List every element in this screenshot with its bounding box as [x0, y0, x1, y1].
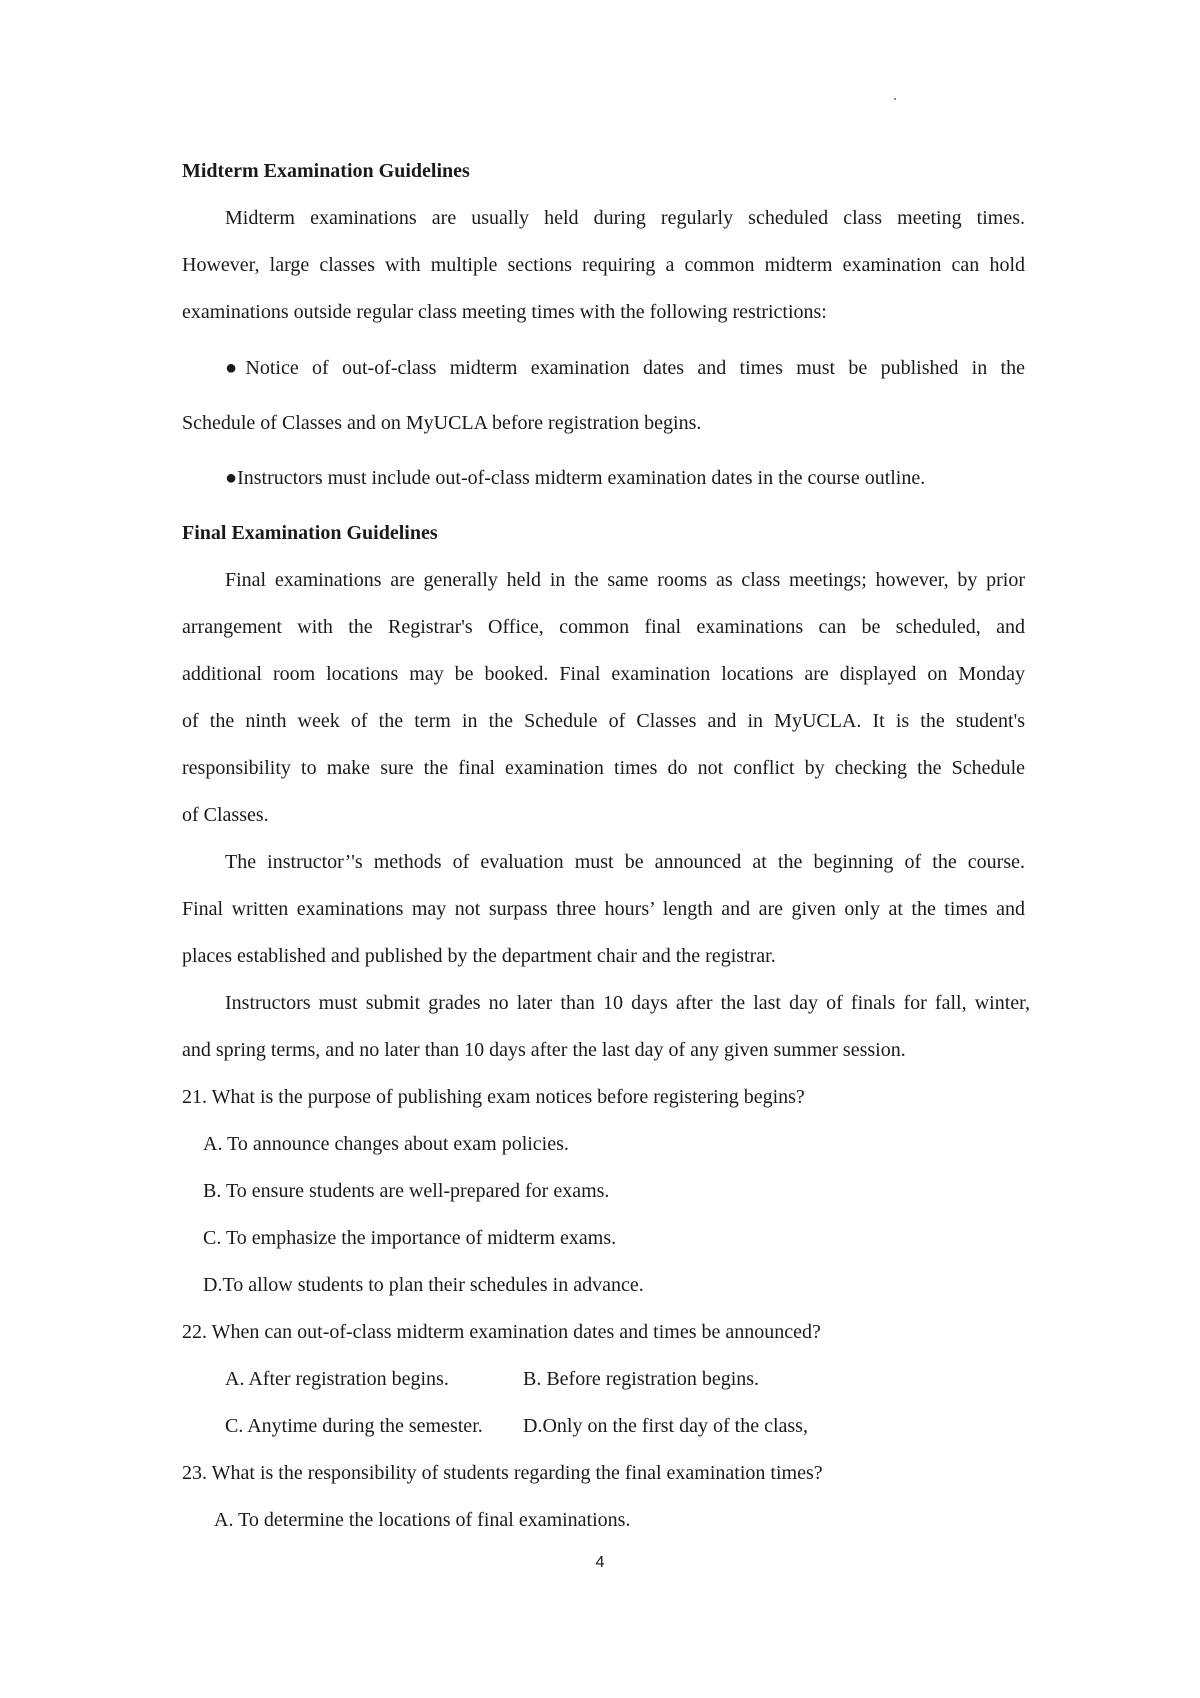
final-p2-line2: Final written examinations may not surpass three hours’ length and are given only at the times and [182, 898, 1025, 920]
page-number: 4 [595, 1554, 605, 1571]
midterm-bullet1-line1: ●Notice of out-of-class midterm examination dates and times must be published in the [225, 357, 1025, 379]
final-p3-line2: and spring terms, and no later than 10 days after the last day of any given summer session. [182, 1039, 906, 1061]
q23-stem: 23. What is the responsibility of students regarding the final examination times? [182, 1462, 823, 1484]
midterm-p1-line1: Midterm examinations are usually held during regularly scheduled class meeting times. [225, 207, 1025, 229]
final-heading: Final Examination Guidelines [182, 522, 438, 544]
final-p3-line1: Instructors must submit grades no later than 10 days after the last day of finals for fall, winter, [225, 992, 1030, 1014]
q22-stem: 22. When can out-of-class midterm examination dates and times be announced? [182, 1321, 821, 1343]
q22-option-d: D.Only on the first day of the class, [523, 1415, 808, 1437]
midterm-bullet1-line2: Schedule of Classes and on MyUCLA before registration begins. [182, 412, 702, 434]
final-p1-line3: additional room locations may be booked. Final examination locations are displayed on Monday [182, 663, 1025, 685]
q21-option-b: B. To ensure students are well-prepared for exams. [203, 1180, 610, 1202]
final-p1-line5: responsibility to make sure the final examination times do not conflict by checking the Schedule [182, 757, 1025, 779]
final-p2-line3: places established and published by the department chair and the registrar. [182, 945, 776, 967]
midterm-p1-line3: examinations outside regular class meeting times with the following restrictions: [182, 301, 827, 323]
midterm-heading: Midterm Examination Guidelines [182, 160, 470, 182]
midterm-p1-line2: However, large classes with multiple sections requiring a common midterm examination can hold [182, 254, 1025, 276]
q21-stem: 21. What is the purpose of publishing exam notices before registering begins? [182, 1086, 805, 1108]
q22-option-a: A. After registration begins. [225, 1368, 449, 1390]
final-p1-line1: Final examinations are generally held in the same rooms as class meetings; however, by prior [225, 569, 1025, 591]
final-p2-line1: The instructor’'s methods of evaluation must be announced at the beginning of the course. [225, 851, 1025, 873]
q21-option-c: C. To emphasize the importance of midterm exams. [203, 1227, 617, 1249]
stray-mark [894, 98, 896, 100]
q21-option-d: D.To allow students to plan their schedules in advance. [203, 1274, 644, 1296]
q22-option-c: C. Anytime during the semester. [225, 1415, 483, 1437]
final-p1-line4: of the ninth week of the term in the Schedule of Classes and in MyUCLA. It is the student's [182, 710, 1025, 732]
q21-option-a: A. To announce changes about exam policies. [203, 1133, 569, 1155]
midterm-bullet2: ●Instructors must include out-of-class midterm examination dates in the course outline. [225, 467, 926, 489]
final-p1-line6: of Classes. [182, 804, 269, 826]
q23-option-a: A. To determine the locations of final examinations. [214, 1509, 631, 1531]
q22-option-b: B. Before registration begins. [523, 1368, 760, 1390]
final-p1-line2: arrangement with the Registrar's Office, common final examinations can be scheduled, and [182, 616, 1025, 638]
